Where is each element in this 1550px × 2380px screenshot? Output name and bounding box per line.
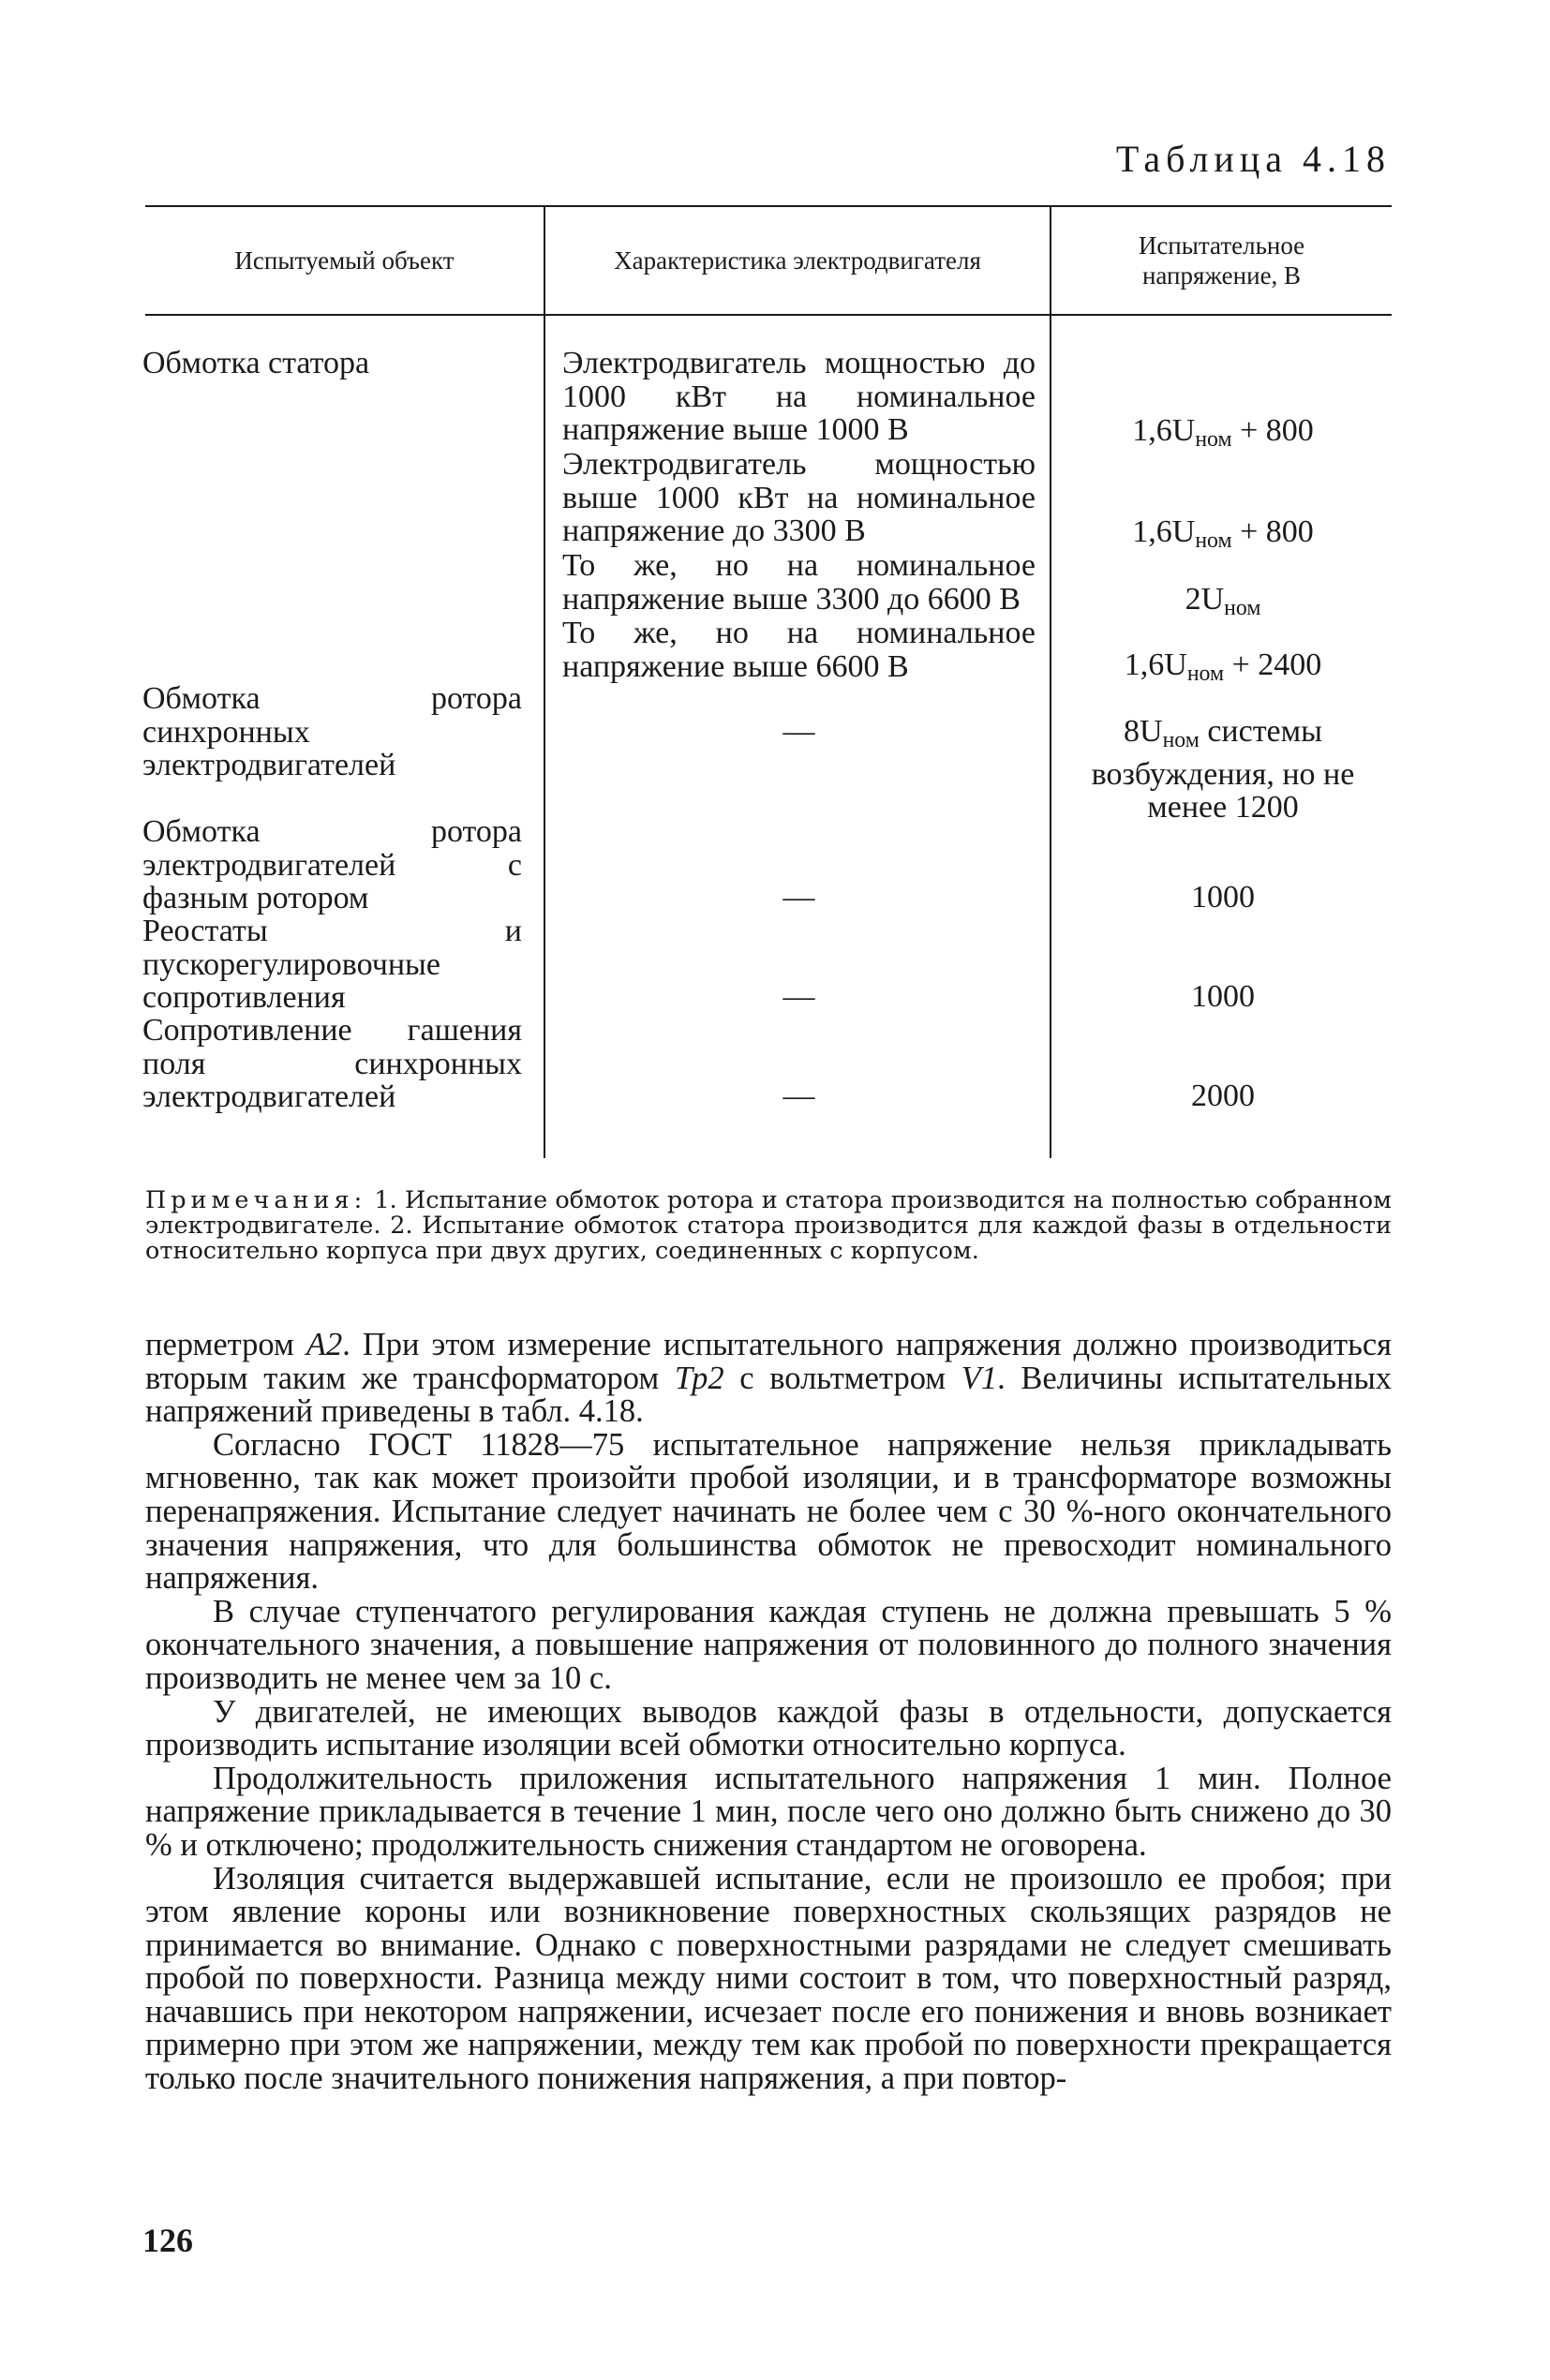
voltage-5 bbox=[1054, 715, 1392, 825]
p1-ref-tr2: Тр2 bbox=[674, 1360, 724, 1396]
notes-label: Примечания: bbox=[145, 1186, 367, 1214]
table-notes bbox=[145, 1188, 1392, 1264]
table-caption: Таблица 4.18 bbox=[1115, 138, 1391, 180]
body-text bbox=[145, 1329, 1392, 2096]
p1-part-g: . Величины испытательных напряжений приведены в табл. 4.18. bbox=[145, 1360, 1393, 1430]
voltage-6: 1000 bbox=[1191, 880, 1255, 915]
p1-part-c: . При этом измерение испытательного напряжения должно производиться вторым таким же трансформатором bbox=[145, 1327, 1392, 1396]
voltage-4-sub: ном bbox=[1186, 662, 1225, 686]
voltage-3 bbox=[1054, 583, 1392, 626]
motor-characteristic-column bbox=[562, 347, 1036, 1124]
p1-part-e: с вольтметром bbox=[723, 1360, 961, 1396]
voltage-3-sub: ном bbox=[1224, 596, 1261, 620]
voltage-4-add: + 2400 bbox=[1224, 647, 1322, 682]
motor-char-4: То же, но на номинальное напряжение выше 6600 В bbox=[562, 616, 1036, 684]
tested-object-column bbox=[142, 347, 522, 1124]
p1-ref-a2: A2 bbox=[306, 1327, 343, 1362]
paragraph-2: Согласно ГОСТ 11828—75 испытательное напряжение нельзя прикладывать мгновенно, так как может произойти пробой изоляции, и в трансформаторе возможны перенапряжения. Испытание следует начинать не более чем с 30 %-ного окончательного значения напряжения, что для большинства обмоток не превосходит номинального напряжения. bbox=[145, 1426, 1392, 1597]
table-column-divider-2 bbox=[1050, 207, 1051, 1158]
voltage-2-add: + 800 bbox=[1231, 514, 1314, 549]
object-phase-rotor-winding: Обмотка ротора электродвигателей с фазным ротором bbox=[142, 814, 522, 915]
voltage-8: 2000 bbox=[1191, 1078, 1255, 1113]
voltage-2-sub: ном bbox=[1195, 528, 1232, 553]
header-test-voltage: Испытательное напряжение, В bbox=[1138, 231, 1305, 290]
voltage-2 bbox=[1054, 515, 1392, 558]
p1-ref-v1: V1 bbox=[961, 1360, 998, 1396]
test-voltage-column bbox=[1054, 347, 1392, 1124]
paragraph-5: Продолжительность приложения испытательного напряжения 1 мин. Полное напряжение прикладывается в течение 1 мин, после чего оно должно быть снижено до 30 % и отключено; продолжительность снижения стандартом не оговорена. bbox=[145, 1760, 1392, 1863]
paragraph-6: Изоляция считается выдержавшей испытание, если не произошло ее пробоя; при этом явление короны или возникновение поверхностных скользящих разрядов не принимается во внимание. Однако с поверхностными разрядами не следует смешивать пробой по поверхности. Разница между ними состоит в том, что поверхностный разряд, начавшись при некотором напряжении, исчезает после его понижения и вновь возникает примерно при этом же напряжении, между тем как пробой по поверхности прекращается только после значительного понижения напряжения, а при повтор- bbox=[145, 1860, 1392, 2097]
motor-char-dash-3: — bbox=[782, 979, 815, 1014]
voltage-5-coef: 8U bbox=[1124, 714, 1163, 749]
motor-char-1: Электродвигатель мощностью до 1000 кВт на номинальное напряжение выше 1000 В bbox=[562, 346, 1036, 447]
voltage-1-add: + 800 bbox=[1231, 413, 1314, 448]
object-sync-rotor-winding: Обмотка ротора синхронных электродвигателей bbox=[142, 681, 522, 782]
voltage-5-rest: системы возбуждения, но не менее 1200 bbox=[1091, 714, 1355, 825]
header-motor-characteristic: Характеристика электродвигателя bbox=[614, 246, 981, 275]
motor-char-dash-2: — bbox=[782, 880, 815, 915]
voltage-2-coef: 1,6U bbox=[1132, 514, 1196, 549]
paragraph-3: В случае ступенчатого регулирования каждая ступень не должна превышать 5 % окончательного значения, а повышение напряжения от половинного до полного значения производить не менее чем за 10 с. bbox=[145, 1593, 1392, 1696]
p1-part-a: перметром bbox=[145, 1327, 306, 1362]
notes-text: 1. Испытание обмоток ротора и статора производится на полностью собранном электродвигателе. 2. Испытание обмоток статора производится для каждой фазы в отдельности относительно корпуса при двух других, соединенных с корпусом. bbox=[145, 1186, 1392, 1265]
voltage-3-coef: 2U bbox=[1185, 582, 1225, 617]
voltage-1-sub: ном bbox=[1195, 427, 1232, 452]
voltage-5-sub: ном bbox=[1162, 728, 1200, 752]
voltage-4-coef: 1,6U bbox=[1124, 647, 1187, 682]
table-column-divider-1 bbox=[544, 207, 545, 1158]
paragraph-1 bbox=[145, 1329, 1392, 1429]
header-tested-object: Испытуемый объект bbox=[234, 246, 455, 275]
table-header-rule bbox=[145, 314, 1392, 316]
voltage-7: 1000 bbox=[1191, 979, 1255, 1014]
object-field-suppression-resistance: Сопротивление гашения поля синхронных электродвигателей bbox=[142, 1013, 522, 1114]
object-stator-winding: Обмотка статора bbox=[142, 346, 370, 380]
paragraph-4: У двигателей, не имеющих выводов каждой фазы в отдельности, допускается производить испытание изоляции всей обмотки относительно корпуса. bbox=[145, 1693, 1392, 1763]
voltage-1 bbox=[1054, 414, 1392, 457]
motor-char-dash-4: — bbox=[782, 1078, 815, 1113]
motor-char-2: Электродвигатель мощностью выше 1000 кВт на номинальное напряжение до 3300 В bbox=[562, 447, 1036, 548]
motor-char-3: То же, но на номинальное напряжение выше 3300 до 6600 В bbox=[562, 548, 1036, 617]
page-number: 126 bbox=[142, 2222, 193, 2259]
object-rheostats: Реостаты и пускорегулировочные сопротивления bbox=[142, 914, 522, 1015]
voltage-1-coef: 1,6U bbox=[1132, 413, 1196, 448]
motor-char-dash-1: — bbox=[782, 714, 815, 749]
voltage-4 bbox=[1054, 648, 1392, 692]
